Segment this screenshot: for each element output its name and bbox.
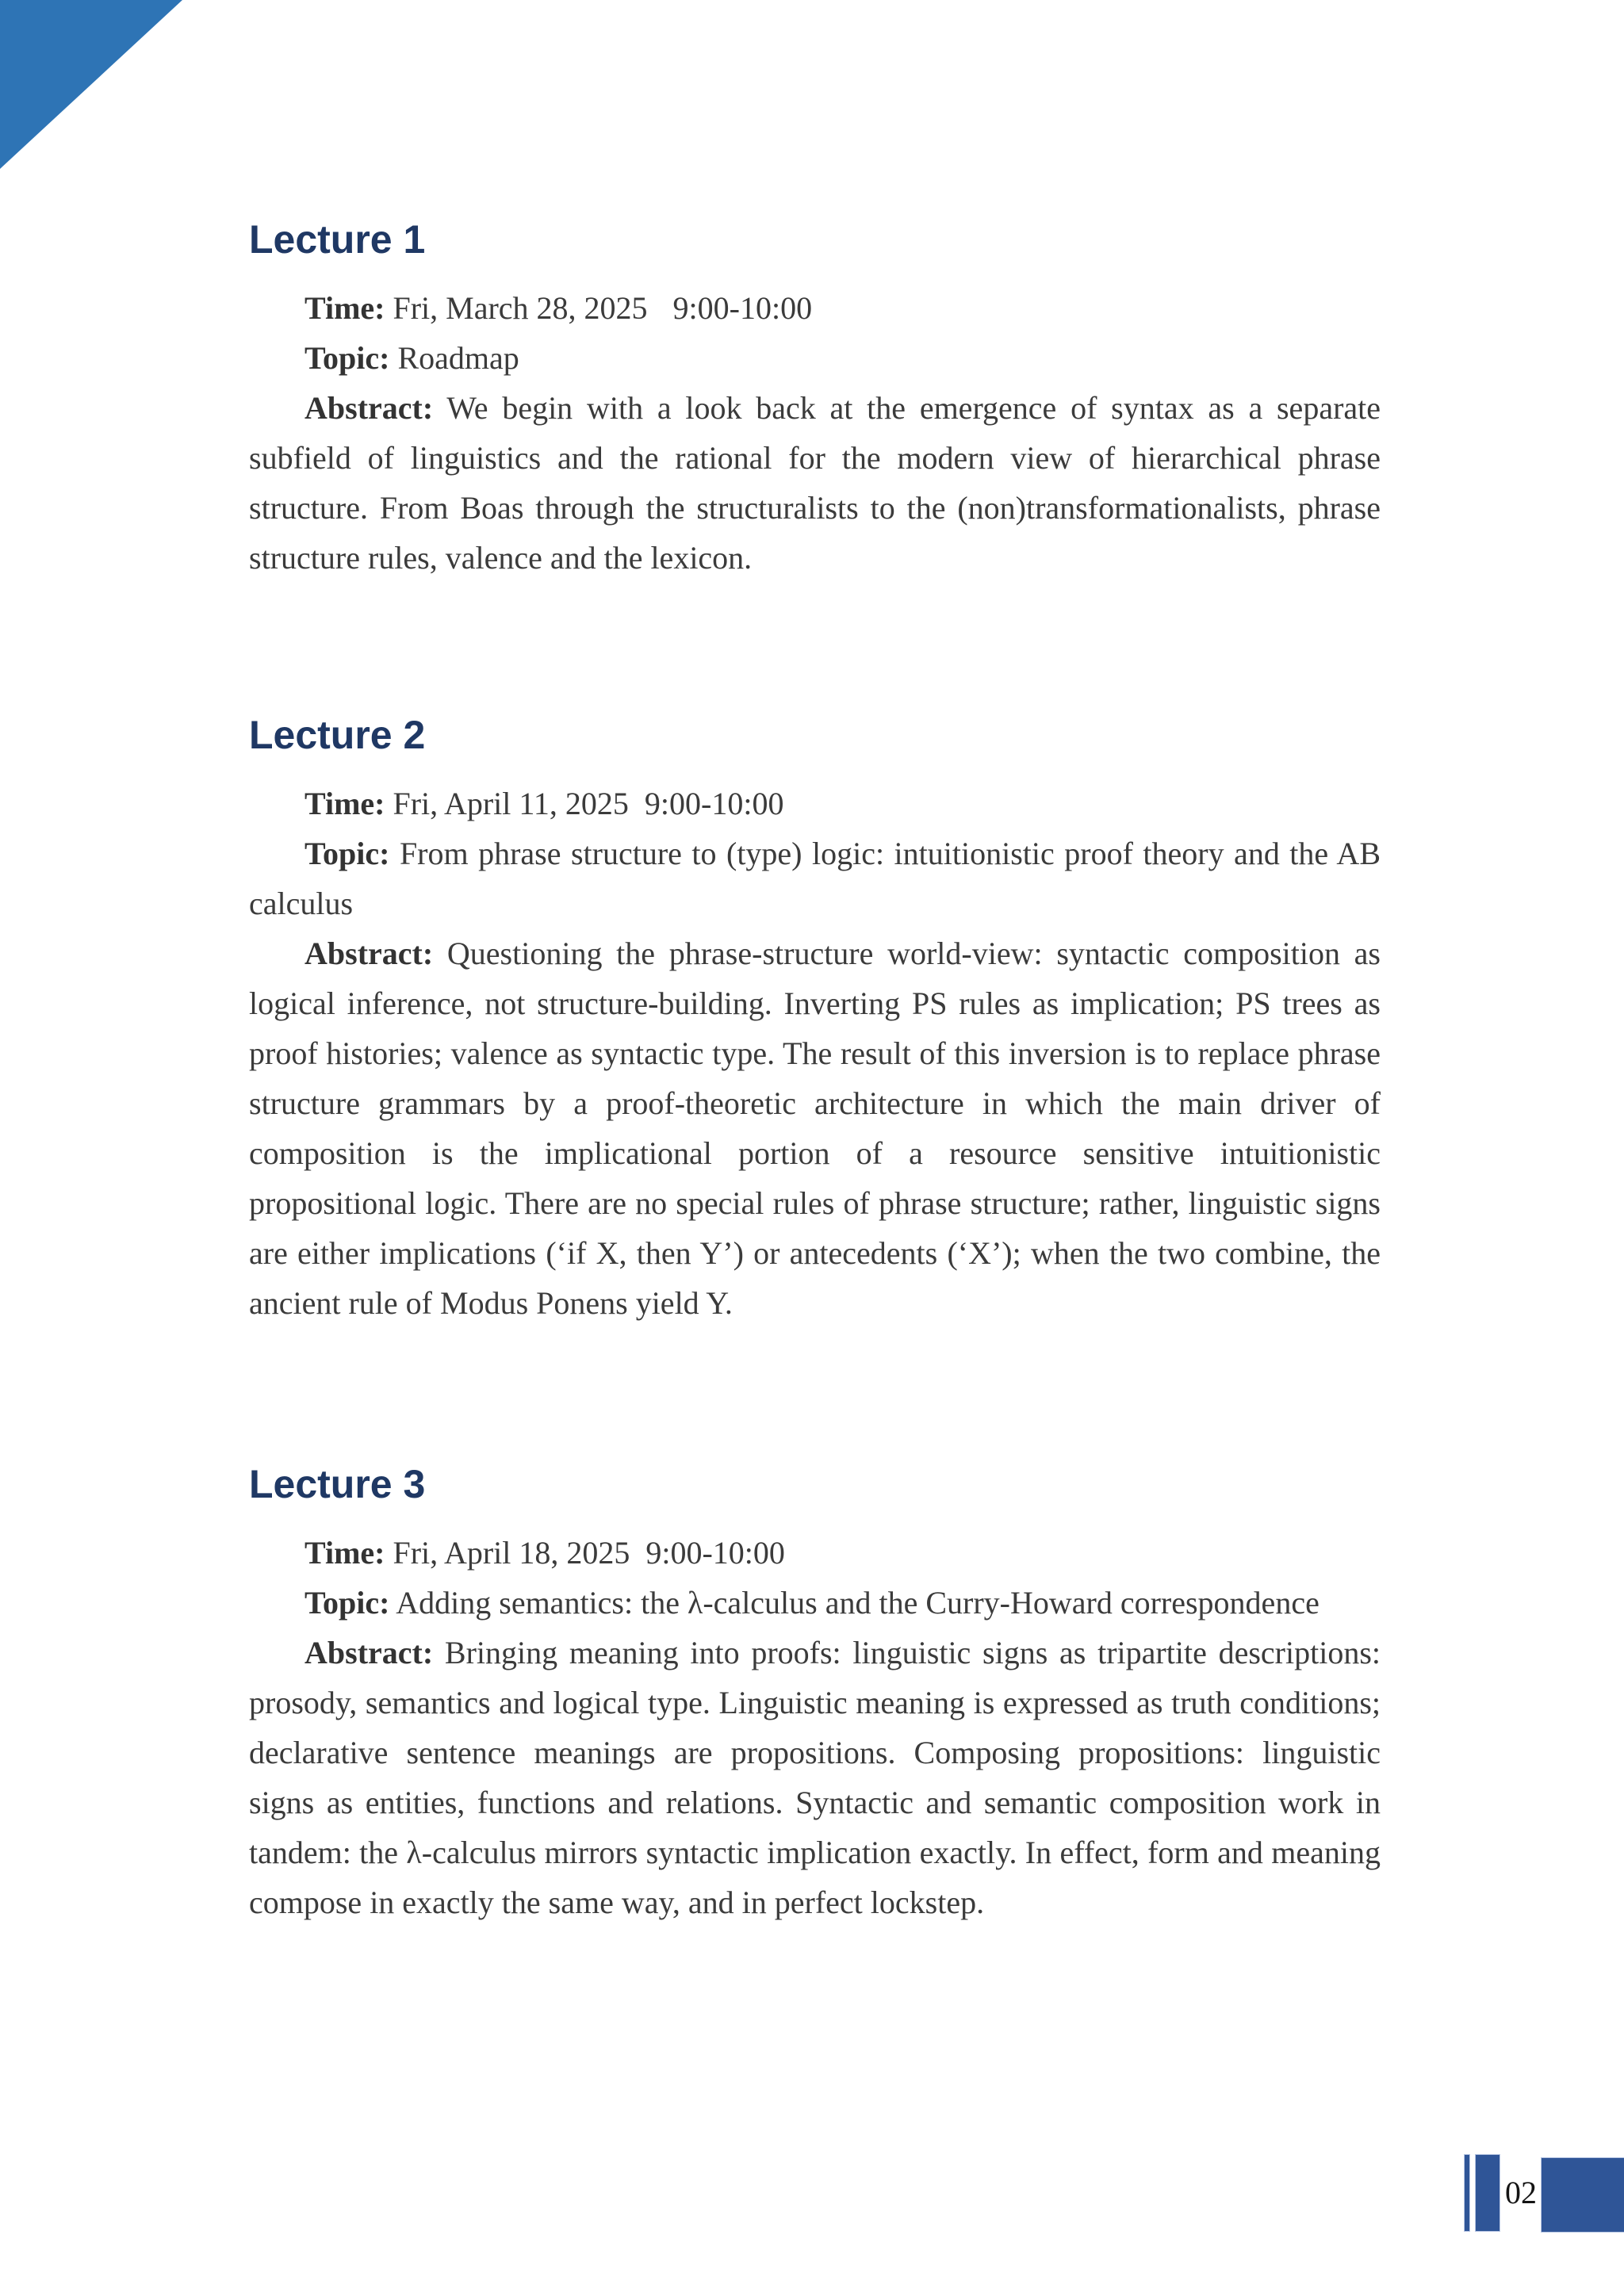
- lecture-time-line: [249, 1528, 1381, 1578]
- topic-label: Topic:: [304, 836, 390, 871]
- time-range: 9:00-10:00: [645, 1535, 785, 1571]
- time-range: 9:00-10:00: [644, 786, 784, 821]
- abstract-label: Abstract:: [304, 936, 434, 971]
- time-date: Fri, March 28, 2025: [393, 290, 648, 326]
- lecture-body: [249, 283, 1381, 583]
- footer-bar-block: [1541, 2157, 1624, 2233]
- lecture-time-line: [249, 283, 1381, 333]
- time-label: Time:: [304, 1535, 385, 1571]
- topic-text: Roadmap: [397, 340, 519, 376]
- lecture-section-1: [249, 217, 1381, 583]
- time-range: 9:00-10:00: [672, 290, 813, 326]
- topic-text: From phrase structure to (type) logic: intuitionistic proof theory and the AB calculus: [249, 836, 1381, 921]
- topic-label: Topic:: [304, 1585, 390, 1621]
- time-label: Time:: [304, 290, 385, 326]
- abstract-text: Questioning the phrase-structure world-view: syntactic composition as logical inference, not structure-building. Inverting PS rules as implication; PS trees as proof histories; valence as syntactic type. The result of this inversion is to replace phrase structure grammars by a proof-theoretic architecture in which the main driver of composition is the implicational portion of a resource sensitive intuitionistic propositional logic. There are no special rules of phrase structure; rather, linguistic signs are either implications (‘if X, then Y’) or antecedents (‘X’); when the two combine, the ancient rule of Modus Ponens yield Y.: [249, 936, 1381, 1321]
- time-date: Fri, April 18, 2025: [393, 1535, 630, 1571]
- abstract-text: We begin with a look back at the emergence of syntax as a separate subfield of linguistics and the rational for the modern view of hierarchical phrase structure. From Boas through the structuralists to the (non)transformationalists, phrase structure rules, valence and the lexicon.: [249, 390, 1381, 576]
- lecture-section-2: [249, 713, 1381, 1328]
- page-number: 02: [1505, 2175, 1537, 2210]
- topic-text: Adding semantics: the λ-calculus and the Curry-Howard correspondence: [396, 1585, 1320, 1621]
- lecture-body: [249, 1528, 1381, 1927]
- abstract-text: Bringing meaning into proofs: linguistic signs as tripartite descriptions: prosody, semantics and logical type. Linguistic meaning is expressed as truth conditions; declarative sentence meanings are propositions. Composing propositions: linguistic signs as entities, functions and relations. Syntactic and semantic composition work in tandem: the λ-calculus mirrors syntactic implication exactly. In effect, form and meaning compose in exactly the same way, and in perfect lockstep.: [249, 1635, 1381, 1920]
- lecture-topic-line: [249, 828, 1381, 928]
- lecture-title: Lecture 2: [249, 713, 426, 757]
- lecture-time-line: [249, 779, 1381, 828]
- lecture-title: Lecture 1: [249, 217, 426, 262]
- footer-bar-wide: [1475, 2154, 1500, 2232]
- lecture-abstract-paragraph: [249, 383, 1381, 583]
- corner-triangle-decoration: [0, 0, 182, 169]
- footer-bar-thin: [1464, 2154, 1470, 2232]
- topic-label: Topic:: [304, 340, 390, 376]
- lecture-title: Lecture 3: [249, 1462, 426, 1506]
- lecture-abstract-paragraph: [249, 1628, 1381, 1927]
- lecture-topic-line: [249, 333, 1381, 383]
- time-date: Fri, April 11, 2025: [393, 786, 629, 821]
- lecture-section-3: [249, 1462, 1381, 1927]
- time-label: Time:: [304, 786, 385, 821]
- lecture-topic-line: [249, 1578, 1381, 1628]
- abstract-label: Abstract:: [304, 390, 434, 426]
- abstract-label: Abstract:: [304, 1635, 434, 1670]
- lecture-body: [249, 779, 1381, 1328]
- lecture-abstract-paragraph: [249, 928, 1381, 1328]
